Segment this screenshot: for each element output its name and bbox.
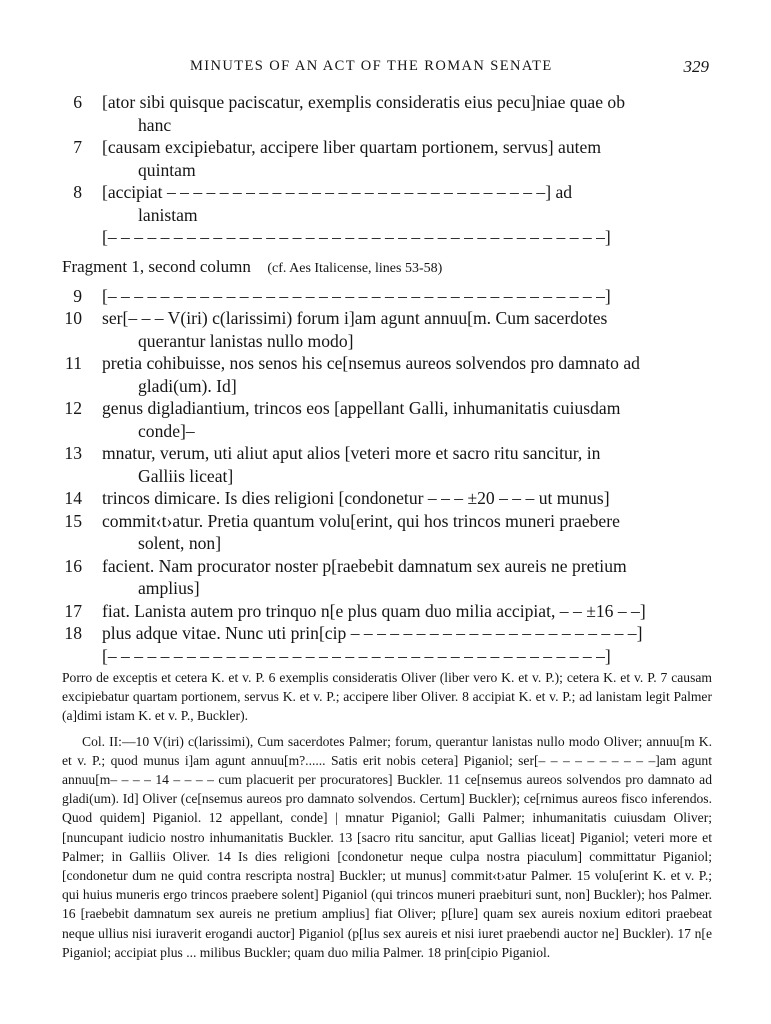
line-number: 16: [64, 555, 82, 576]
text-line: [62, 136, 712, 181]
line-continuation: quintam: [138, 159, 196, 180]
line-text: trincos dimicare. Is dies religioni [condonetur – – – ±20 – – – ut munus]: [102, 488, 610, 508]
line-text: [– – – – – – – – – – – – – – – – – – – – – – – – – – – – – – – – – – – – – –]: [102, 227, 611, 247]
line-text: commit‹t›atur. Pretia quantum volu[erint, qui hos trincos muneri praebere: [102, 510, 620, 531]
line-text: [– – – – – – – – – – – – – – – – – – – – – – – – – – – – – – – – – – – – – –]: [102, 645, 611, 666]
text-line: [62, 622, 712, 645]
line-text: plus adque vitae. Nunc uti prin[cip – – – – – – – – – – – – – – – – – – – – – –]: [102, 623, 643, 643]
text-line: [62, 397, 712, 442]
line-continuation: solent, non]: [138, 533, 222, 553]
line-text: facient. Nam procurator noster p[raebebit damnatum sex aureis ne pretium: [102, 555, 627, 576]
fragment-label: Fragment 1, second column: [62, 256, 251, 276]
critical-apparatus: [62, 668, 712, 962]
line-text: [accipiat – – – – – – – – – – – – – – – – – – – – – – – – – – – – –] ad: [102, 182, 573, 202]
text-line: [62, 555, 712, 600]
text-line: [62, 226, 712, 249]
text-line: [62, 307, 712, 352]
line-continuation: querantur lanistas nullo modo]: [138, 330, 354, 351]
line-number: 15: [64, 510, 82, 531]
line-number: 13: [64, 443, 82, 463]
apparatus-paragraph: Col. II:—10 V(iri) c(larissimi), Cum sacerdotes Palmer; forum, querantur lanistas nullo modo Oliver; annuu[m K. et v. P.; quod munus i]am agunt annuu[m?...... Satis erit nobis cetera] Piganiol; ser[– – – – – – – – – –]am agunt annuu[m– – – – 14 – – – – cum placuerit per procuratores] Buckler. 11 ce[nsemus aureos solvendos pro damnato ad gladi(um). Id] Oliver (ce[nsemus aureos pro damnato solvendos. Certum] Buckler); ce[rnimus aureos fisco inferendos. Quod quidem] Piganiol. 12 appellant, conde] | mnatur Piganiol; Galli Palmer; inhumanitatis cuiusdam Oliver; [nuncupant iudicio nostro inhumanitatis Buckler. 13 [sacro ritu sancitur, aput Gallias liceat] Piganiol; veteri more et Palmer; in Galliis Oliver. 14 Is dies religioni [condonetur neque culpa nostra piaculum] committatur Piganiol; [condonetur dum ne quid contra rescripta nostra] Buckler; ut munus] commit‹t›atur Palmer. 15 volu[erint K. et v. P.; qui huius muneris ergo trincos praebere solent] Piganiol (qui trincos muneri praebituri sunt, non] Buckler); hos Palmer. 16 [raebebit damnatum sex aureis ne pretium amplius] fiat Oliver; p[lure] quam sex aureis noxium editori praebeat neque ullius nisi iuraverit erogandi auctor] Piganiol (p[lus sex aureis et nisi iuret praebendi auctor ne] Buckler). 17 n[e Piganiol; accipiat plus ... milibus Buckler; quam duo milia Palmer. 18 prin[cipio Piganiol.: [62, 733, 712, 960]
text-line: [62, 352, 712, 397]
line-number: 7: [73, 137, 82, 157]
line-continuation: hanc: [138, 114, 172, 135]
line-text: genus digladiantium, trincos eos [appellant Galli, inhumanitatis cuiusdam: [102, 398, 621, 418]
text-line: [62, 600, 712, 623]
text-line: [62, 181, 712, 226]
line-text: mnatur, verum, uti aliut aput alios [veteri more et sacro ritu sancitur, in: [102, 443, 601, 463]
line-text: [causam excipiebatur, accipere liber quartam portionem, servus] autem: [102, 137, 602, 157]
page-number: 329: [683, 57, 709, 76]
line-text: [– – – – – – – – – – – – – – – – – – – – – – – – – – – – – – – – – – – – – –]: [102, 285, 611, 306]
line-continuation: conde]–: [138, 420, 195, 441]
first-column-lines: [62, 91, 712, 249]
line-number: 10: [64, 308, 82, 328]
line-text: ser[– – – V(iri) c(larissimi) forum i]am agunt annuu[m. Cum sacerdotes: [102, 308, 608, 328]
line-text: fiat. Lanista autem pro trinquo n[e plus quam duo milia accipiat, – – ±16 – –]: [102, 600, 646, 621]
apparatus-paragraph: Porro de exceptis et cetera K. et v. P. 6 exemplis consideratis Oliver (liber vero K. et v. P.); cetera K. et v. P. 7 causam excipiebatur quartam portionem, servus K. et v. P.; accipere liber Oliver. 8 accipiat K. et v. P.; ad lanistam legit Palmer (a]dimi istam K. et v. P., Buckler).: [62, 670, 712, 724]
line-number: 6: [73, 92, 82, 112]
line-number: 14: [64, 488, 82, 508]
text-line: [62, 442, 712, 487]
text-line: [62, 91, 712, 136]
line-number: 12: [64, 398, 82, 418]
line-continuation: gladi(um). Id]: [138, 375, 237, 396]
line-number: 11: [65, 353, 82, 373]
inscription-text: [62, 91, 712, 667]
text-line: [62, 510, 712, 555]
line-number: 8: [73, 182, 82, 202]
line-continuation: Galliis liceat]: [138, 465, 234, 486]
line-continuation: amplius]: [138, 578, 200, 598]
line-number: 17: [64, 600, 82, 621]
second-column-lines: [62, 285, 712, 668]
text-line: [62, 285, 712, 308]
fragment-note: (cf. Aes Italicense, lines 53-58): [267, 260, 443, 276]
line-text: [ator sibi quisque paciscatur, exemplis consideratis eius pecu]niae quae ob: [102, 92, 626, 112]
text-line: [62, 645, 712, 668]
line-number: 9: [73, 285, 82, 306]
running-title: MINUTES OF AN ACT OF THE ROMAN SENATE: [190, 58, 553, 74]
line-continuation: lanistam: [138, 204, 198, 225]
line-text: pretia cohibuisse, nos senos his ce[nsemus aureos solvendos pro damnato ad: [102, 353, 640, 373]
running-head: [0, 58, 771, 80]
text-line: [62, 487, 712, 510]
fragment-heading: [62, 255, 712, 281]
line-number: 18: [64, 623, 82, 643]
